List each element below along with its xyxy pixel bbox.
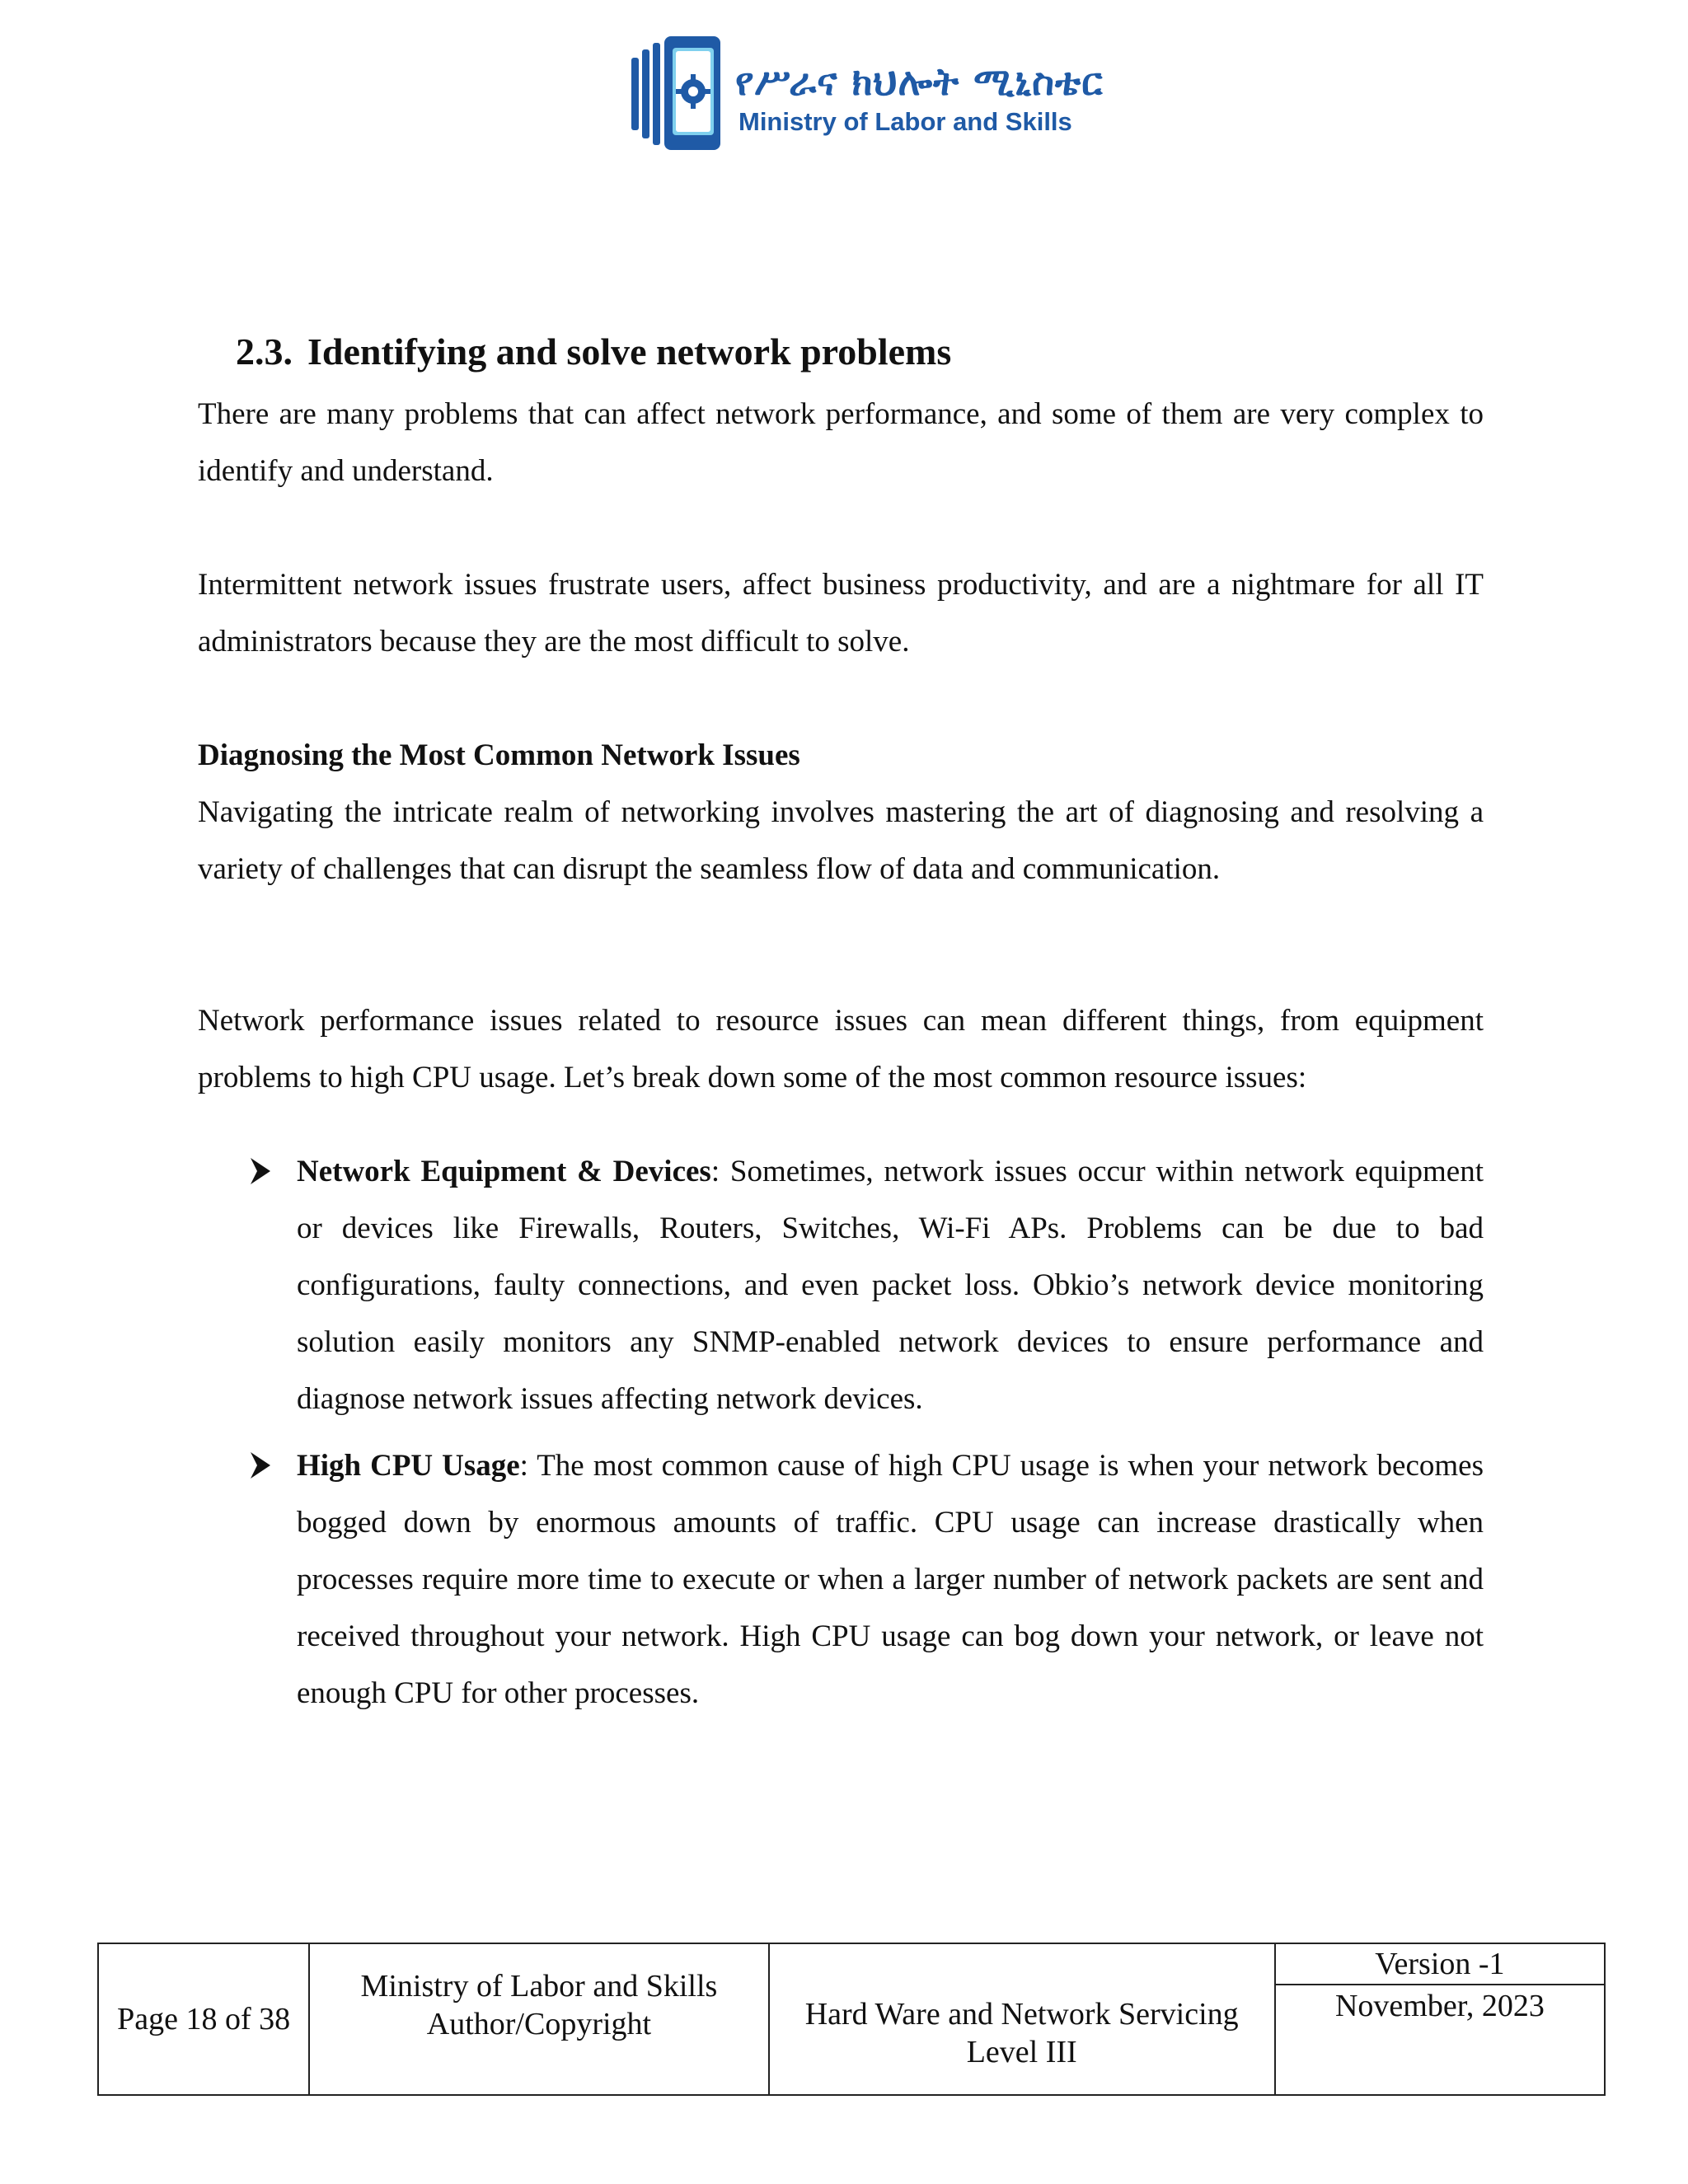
footer-page-number: Page 18 of 38 xyxy=(98,1943,309,2095)
footer-owner-line1: Ministry of Labor and Skills xyxy=(360,1969,718,2004)
paragraph-intermittent: Intermittent network issues frustrate users, affect business productivity, and are a nightmare for all IT administrators because they are the most difficult to solve. xyxy=(198,568,1484,658)
paragraph-navigating: Navigating the intricate realm of networking involves mastering the art of diagnosing and resolving a variety of challenges that can disrupt the seamless flow of data and communication. xyxy=(198,795,1484,886)
logo-english-text: Ministry of Labor and Skills xyxy=(738,107,1072,136)
bullet-term: Network Equipment & Devices xyxy=(297,1155,711,1188)
subheading-diagnosing: Diagnosing the Most Common Network Issues xyxy=(198,738,800,772)
page-footer-table xyxy=(97,1943,1606,2096)
paragraph-intro: There are many problems that can affect network performance, and some of them are very complex to identify and understand. xyxy=(198,397,1484,488)
paragraph-resource-issues: Network performance issues related to resource issues can mean different things, from equipment problems to high CPU usage. Let’s break down some of the most common resource issues: xyxy=(198,1004,1484,1094)
bullet-term: High CPU Usage xyxy=(297,1449,520,1483)
footer-date: November, 2023 xyxy=(1334,1989,1545,2023)
footer-version-cell xyxy=(1275,1943,1605,2095)
resource-issues-list xyxy=(198,1143,1484,1722)
bullet-text: : The most common cause of high CPU usage is when your network becomes bogged down by enormous amounts of traffic. CPU usage can increase drastically when processes require more time to execute or when a larger number of network packets are sent and received throughout your network. High CPU usage can bog down your network, or leave not enough CPU for other processes. xyxy=(297,1449,1484,1710)
ministry-logo xyxy=(628,33,1104,155)
list-item xyxy=(198,1143,1484,1427)
page-content xyxy=(198,326,1484,1732)
footer-course-line2: Level III xyxy=(966,2035,1077,2069)
arrow-bullet-icon xyxy=(249,1155,272,1188)
footer-course-line1: Hard Ware and Network Servicing xyxy=(804,1997,1239,2032)
footer-owner-line2: Author/Copyright xyxy=(426,2007,652,2041)
section-heading xyxy=(236,326,1484,377)
arrow-bullet-icon xyxy=(249,1449,272,1482)
footer-course xyxy=(769,1943,1275,2095)
section-title: Identifying and solve network problems xyxy=(307,330,952,373)
logo-amharic-text: የሥራና ክህሎት ሚኒስቴር xyxy=(735,59,1104,104)
footer-owner xyxy=(309,1943,768,2095)
list-item xyxy=(198,1437,1484,1722)
section-number: 2.3. xyxy=(236,330,293,373)
footer-version: Version -1 xyxy=(1276,1944,1604,1985)
ministry-logo-icon xyxy=(628,33,735,155)
bullet-text: : Sometimes, network issues occur within network equipment or devices like Firewalls, Routers, Switches, Wi-Fi APs. Problems can be due to bad configurations, faulty connections, and even packet loss. Obkio’s network device monitoring solution easily monitors any SNMP-enabled network devices to ensure performance and diagnose network issues affecting network devices. xyxy=(297,1155,1484,1416)
